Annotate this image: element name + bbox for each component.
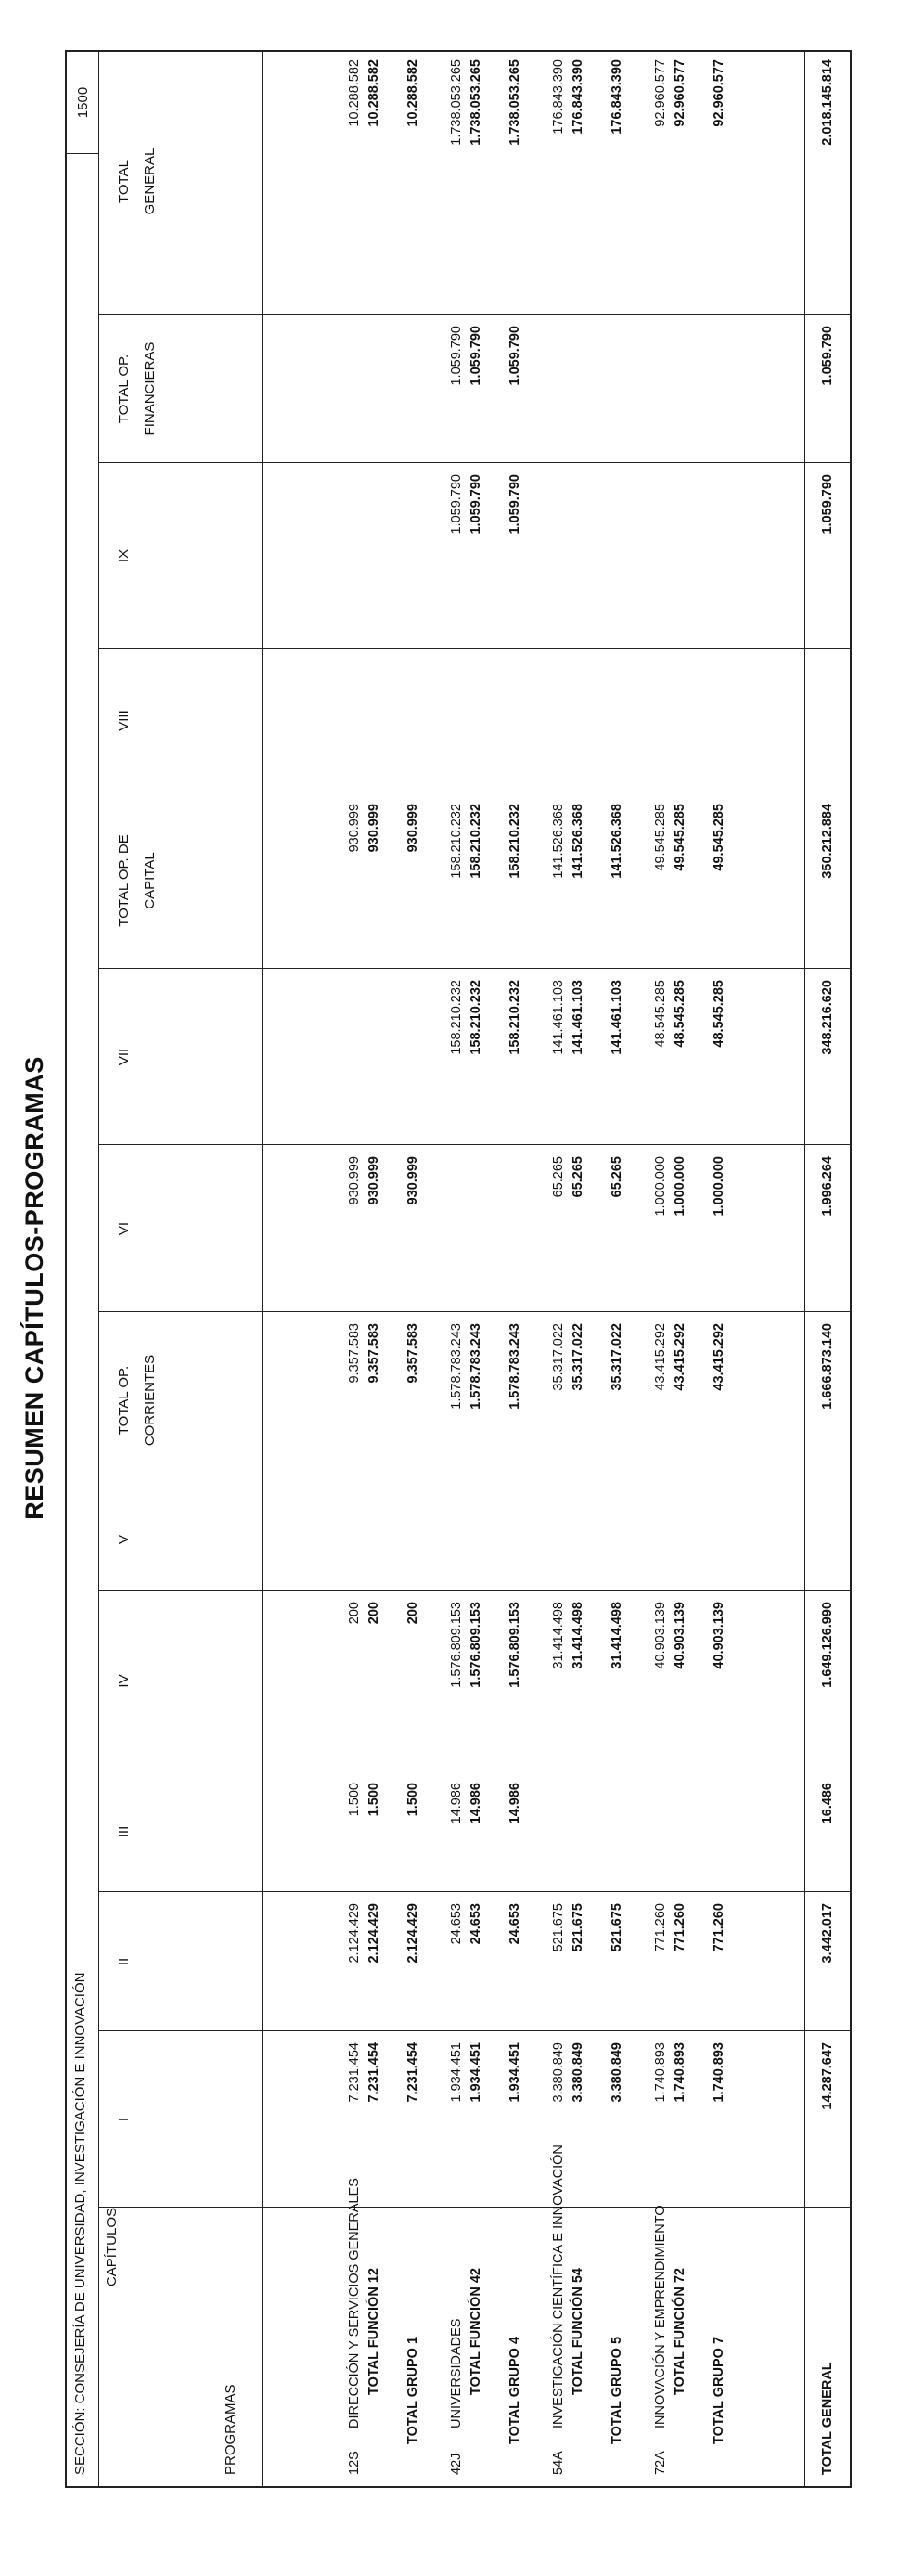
cell-value: 158.210.232 [507, 980, 522, 1055]
cell-value: 1.934.451 [468, 2042, 483, 2103]
cell-value: 350.212.884 [820, 804, 835, 879]
cell-value: 35.317.022 [610, 1323, 624, 1391]
grid-hline [262, 52, 263, 2486]
table-row [404, 52, 422, 2486]
section-label: SECCIÓN: CONSEJERÍA DE UNIVERSIDAD, INVESTIGACIÓN E INNOVACIÓN [72, 1972, 88, 2475]
cell-value: 158.210.232 [468, 804, 483, 879]
cell-value: 158.210.232 [507, 804, 522, 879]
column-header-line2: CORRIENTES [142, 1354, 158, 1447]
row-label: TOTAL FUNCIÓN 54 [571, 2268, 585, 2395]
cell-value: 92.960.577 [653, 59, 668, 127]
cell-value: 7.231.454 [347, 2042, 362, 2103]
section-code: 1500 [67, 52, 98, 154]
cell-value: 92.960.577 [712, 59, 726, 127]
cell-value: 1.934.451 [449, 2042, 464, 2103]
cell-value: 16.486 [820, 1783, 835, 1824]
column-header [111, 315, 163, 463]
row-label: TOTAL FUNCIÓN 12 [366, 2268, 381, 2395]
table-row [345, 52, 364, 2486]
table-row [447, 52, 466, 2486]
cell-value: 1.059.790 [820, 326, 835, 386]
cell-value: 3.380.849 [551, 2042, 566, 2103]
cell-value: 1.059.790 [449, 326, 464, 386]
cell-value: 930.999 [366, 1156, 381, 1205]
column-header [111, 792, 163, 969]
cell-value: 43.415.292 [673, 1323, 687, 1391]
column-header-line1: VIII [116, 710, 132, 731]
cell-value: 158.210.232 [468, 980, 483, 1055]
row-label: TOTAL GRUPO 5 [610, 2336, 624, 2444]
cell-value: 200 [366, 1602, 381, 1625]
column-header-line1: V [116, 1535, 132, 1545]
cell-value: 1.738.053.265 [468, 59, 483, 146]
cell-value: 14.986 [449, 1783, 464, 1824]
cell-value: 1.500 [405, 1783, 420, 1817]
cell-value: 24.653 [449, 1903, 464, 1945]
cell-value: 1.738.053.265 [449, 59, 464, 146]
cell-value: 10.288.582 [405, 59, 420, 127]
row-label: INNOVACIÓN Y EMPRENDIMIENTO [653, 2205, 668, 2428]
cell-value: 24.653 [507, 1903, 522, 1945]
cell-value: 1.000.000 [653, 1156, 668, 1217]
cell-value: 1.576.809.153 [468, 1602, 483, 1688]
column-header-line1: TOTAL OP. DE [116, 834, 132, 927]
cell-value: 65.265 [610, 1156, 624, 1198]
column-header [111, 48, 163, 315]
cell-value: 43.415.292 [712, 1323, 726, 1391]
row-label: UNIVERSIDADES [449, 2318, 464, 2428]
cell-value: 65.265 [551, 1156, 566, 1198]
cell-value: 200 [347, 1602, 362, 1625]
cell-value: 141.461.103 [551, 980, 566, 1055]
column-header [111, 1145, 137, 1312]
cell-value: 14.287.647 [820, 2042, 835, 2110]
cell-value: 2.124.429 [366, 1903, 381, 1964]
cell-value: 521.675 [551, 1903, 566, 1952]
cell-value: 176.843.390 [551, 59, 566, 135]
cell-value: 521.675 [610, 1903, 624, 1952]
cell-value: 771.260 [653, 1903, 668, 1952]
cell-value: 35.317.022 [571, 1323, 585, 1391]
row-label: INVESTIGACIÓN CIENTÍFICA E INNOVACIÓN [551, 2145, 566, 2428]
cell-value: 48.545.285 [653, 980, 668, 1048]
cell-value: 48.545.285 [673, 980, 687, 1048]
program-code: 72A [653, 2451, 668, 2475]
cell-value: 2.018.145.814 [820, 59, 835, 146]
cell-value: 43.415.292 [653, 1323, 668, 1391]
table-row [549, 52, 568, 2486]
column-header-line1: TOTAL [116, 160, 132, 203]
column-header-line1: I [116, 2117, 132, 2122]
cell-value: 1.059.790 [449, 474, 464, 535]
cell-value: 2.124.429 [347, 1903, 362, 1964]
table-row [818, 52, 837, 2486]
table-row [467, 52, 485, 2486]
cell-value: 7.231.454 [366, 2042, 381, 2103]
cell-value: 1.059.790 [468, 326, 483, 386]
document-title: RESUMEN CAPÍTULOS-PROGRAMAS [20, 1056, 48, 1520]
cell-value: 10.288.582 [366, 59, 381, 127]
cell-value: 176.843.390 [571, 59, 585, 135]
cell-value: 141.461.103 [571, 980, 585, 1055]
program-code: 42J [449, 2453, 464, 2475]
cell-value: 40.903.139 [673, 1602, 687, 1669]
cell-value: 14.986 [468, 1783, 483, 1824]
cell-value: 1.000.000 [673, 1156, 687, 1217]
cell-value: 158.210.232 [449, 804, 464, 879]
column-header-line1: TOTAL OP. [116, 354, 132, 424]
cell-value: 24.653 [468, 1903, 483, 1945]
column-header [111, 1312, 163, 1488]
row-label: TOTAL FUNCIÓN 42 [468, 2268, 483, 2395]
grid-hline [98, 52, 99, 2486]
column-header-line2: GENERAL [142, 148, 158, 215]
cell-value: 1.578.783.243 [507, 1323, 522, 1410]
cell-value: 1.740.893 [653, 2042, 668, 2103]
cell-value: 49.545.285 [673, 804, 687, 871]
cell-value: 141.461.103 [610, 980, 624, 1055]
table-row [651, 52, 670, 2486]
cell-value: 1.576.809.153 [449, 1602, 464, 1688]
table-row [569, 52, 587, 2486]
column-header [111, 1771, 137, 1892]
cell-value: 9.357.583 [405, 1323, 420, 1384]
cell-value: 3.442.017 [820, 1903, 835, 1964]
program-code: 54A [551, 2451, 566, 2475]
cell-value: 1.059.790 [468, 474, 483, 535]
cell-value: 65.265 [571, 1156, 585, 1198]
cell-value: 1.000.000 [712, 1156, 726, 1217]
grid-hline [804, 52, 805, 2486]
column-header-line2: FINANCIERAS [142, 341, 158, 436]
cell-value: 1.059.790 [820, 474, 835, 535]
row-label: TOTAL GRUPO 4 [507, 2336, 522, 2444]
cell-value: 930.999 [405, 804, 420, 853]
cell-value: 9.357.583 [366, 1323, 381, 1384]
cell-value: 1.059.790 [507, 326, 522, 386]
cell-value: 48.545.285 [712, 980, 726, 1048]
row-label: TOTAL GRUPO 1 [405, 2336, 420, 2444]
cell-value: 14.986 [507, 1783, 522, 1824]
cell-value: 930.999 [366, 804, 381, 853]
cell-value: 3.380.849 [571, 2042, 585, 2103]
cell-value: 3.380.849 [610, 2042, 624, 2103]
column-header [111, 2031, 137, 2208]
cell-value: 40.903.139 [653, 1602, 668, 1669]
column-header-line1: IX [116, 548, 132, 563]
column-header-line1: VI [116, 1221, 132, 1236]
cell-value: 31.414.498 [610, 1602, 624, 1669]
cell-value: 35.317.022 [551, 1323, 566, 1391]
cell-value: 1.649.126.990 [820, 1602, 835, 1688]
cell-value: 49.545.285 [712, 804, 726, 871]
cell-value: 31.414.498 [571, 1602, 585, 1669]
table-row [506, 52, 524, 2486]
column-header-line1: VII [116, 1048, 132, 1066]
cell-value: 930.999 [347, 1156, 362, 1205]
cell-value: 40.903.139 [712, 1602, 726, 1669]
cell-value: 200 [405, 1602, 420, 1625]
row-label: TOTAL GRUPO 7 [712, 2336, 726, 2444]
cell-value: 10.288.582 [347, 59, 362, 127]
cell-value: 141.526.368 [610, 804, 624, 879]
cell-value: 9.357.583 [347, 1323, 362, 1384]
table-row [608, 52, 626, 2486]
column-header-line1: III [116, 1825, 132, 1838]
cell-value: 1.666.873.140 [820, 1323, 835, 1410]
cell-value: 1.576.809.153 [507, 1602, 522, 1688]
cell-value: 31.414.498 [551, 1602, 566, 1669]
column-header [111, 1892, 137, 2031]
cell-value: 771.260 [673, 1903, 687, 1952]
cell-value: 158.210.232 [449, 980, 464, 1055]
column-header [111, 1591, 137, 1771]
cell-value: 771.260 [712, 1903, 726, 1952]
cell-value: 141.526.368 [551, 804, 566, 879]
column-header [111, 969, 137, 1145]
cell-value: 1.500 [366, 1783, 381, 1817]
table-row [671, 52, 689, 2486]
table-row [365, 52, 383, 2486]
cell-value: 521.675 [571, 1903, 585, 1952]
cell-value: 1.740.893 [673, 2042, 687, 2103]
row-label: DIRECCIÓN Y SERVICIOS GENERALES [347, 2178, 362, 2428]
column-header-line2: CAPITAL [142, 852, 158, 909]
cell-value: 1.996.264 [820, 1156, 835, 1217]
cell-value: 930.999 [405, 1156, 420, 1205]
cell-value: 176.843.390 [610, 59, 624, 135]
cell-value: 1.934.451 [507, 2042, 522, 2103]
column-header-line1: IV [116, 1674, 132, 1688]
cell-value: 141.526.368 [571, 804, 585, 879]
cell-value: 348.216.620 [820, 980, 835, 1055]
cell-value: 1.059.790 [507, 474, 522, 535]
capitulos-header: CAPÍTULOS [104, 2208, 120, 2287]
column-header-line1: TOTAL OP. [116, 1365, 132, 1436]
cell-value: 49.545.285 [653, 804, 668, 871]
cell-value: 1.578.783.243 [468, 1323, 483, 1410]
cell-value: 7.231.454 [405, 2042, 420, 2103]
cell-value: 1.738.053.265 [507, 59, 522, 146]
column-header [111, 463, 137, 649]
column-header [111, 649, 137, 792]
table-row [710, 52, 728, 2486]
cell-value: 2.124.429 [405, 1903, 420, 1964]
cell-value: 92.960.577 [673, 59, 687, 127]
cell-value: 1.500 [347, 1783, 362, 1817]
cell-value: 930.999 [347, 804, 362, 853]
cell-value: 1.578.783.243 [449, 1323, 464, 1410]
program-code: 12S [347, 2451, 362, 2475]
row-label: TOTAL FUNCIÓN 72 [673, 2268, 687, 2395]
column-header [111, 1488, 137, 1591]
cell-value: 1.740.893 [712, 2042, 726, 2103]
column-header-line1: II [116, 1957, 132, 1966]
summary-table [65, 50, 852, 2488]
row-label: TOTAL GENERAL [820, 2362, 835, 2475]
programas-header: PROGRAMAS [223, 2384, 238, 2475]
